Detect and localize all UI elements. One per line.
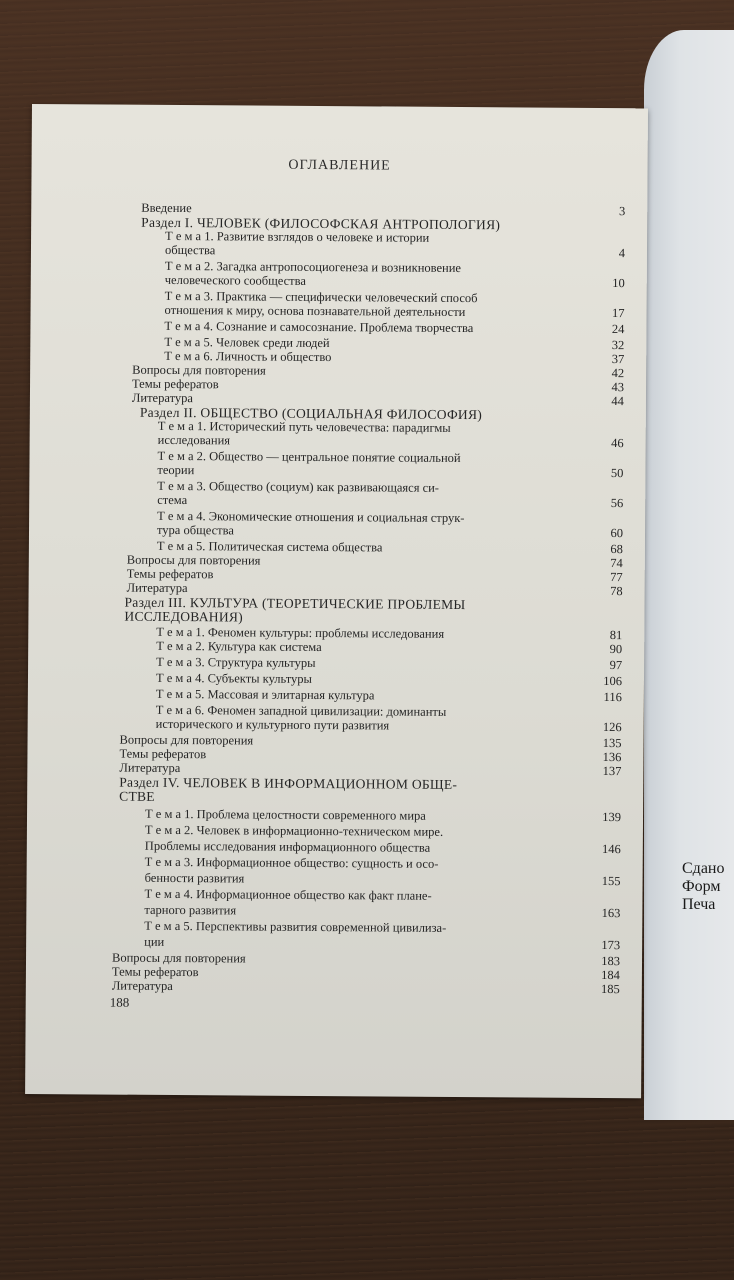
toc-entry-text: Т е м а 5. Политическая система общества (156, 538, 383, 555)
toc-page-number: 32 (611, 338, 625, 353)
adjacent-page (644, 30, 734, 1120)
toc-entry-text: тура общества (156, 522, 234, 538)
toc-page-number: 135 (602, 736, 622, 751)
toc-entry-text: Т е м а 5. Перспективы развития современной цивилиза- (144, 918, 447, 935)
toc-entry-text: Т е м а 6. Личность и общество (164, 348, 332, 365)
toc-entry-text: Т е м а 1. Феномен культуры: проблемы исследования (156, 624, 445, 641)
toc-page-number: 56 (610, 496, 624, 511)
toc-entry-text: Вопросы для повторения (119, 732, 254, 748)
toc-page-number: 137 (602, 764, 622, 779)
toc-entry-text: Т е м а 4. Информационное общество как факт плане- (144, 886, 432, 903)
toc-entry-text: Темы рефератов (126, 566, 214, 582)
toc-page-number: 78 (610, 584, 623, 599)
toc-entry-text: Литература (111, 978, 173, 994)
toc-entry-text: тарного развития (144, 902, 237, 918)
toc-entry-text: бенности развития (144, 870, 245, 886)
toc-entry-text: отношения к миру, основа познавательной деятельности (164, 302, 466, 320)
toc-page-number: 183 (601, 953, 621, 969)
toc-page-number: 50 (610, 466, 624, 481)
adjacent-text-line: Сдано (682, 860, 725, 877)
page-number: 188 (109, 994, 130, 1010)
toc-entry-text: Темы рефератов (119, 746, 207, 762)
toc-page-number: 116 (603, 690, 622, 705)
toc-entry-text: ции (144, 934, 165, 949)
toc-page-number: 97 (609, 658, 623, 673)
toc-page-number: 74 (610, 556, 623, 571)
toc-section-heading: ИССЛЕДОВАНИЯ) (124, 608, 244, 625)
toc-section-heading: СТВЕ (119, 788, 155, 804)
adjacent-page-text (682, 860, 724, 914)
toc-page-number: 42 (611, 366, 625, 381)
toc-entry-text: Т е м а 5. Человек среди людей (164, 334, 330, 351)
toc-entry-text: Введение (141, 200, 192, 216)
toc-entry-text: Проблемы исследования информационного общества (144, 838, 431, 855)
toc-page-number: 173 (601, 937, 621, 953)
toc-page-number: 126 (602, 720, 622, 735)
toc-entry-text: человеческого сообщества (164, 272, 306, 288)
toc-page-number: 3 (618, 204, 626, 219)
toc-page-number: 68 (610, 542, 623, 557)
toc-page-number: 37 (611, 352, 625, 367)
toc-entry-text: Т е м а 5. Массовая и элитарная культура (155, 686, 375, 703)
toc-page-number: 10 (612, 276, 625, 291)
toc-section-heading: Раздел III. КУЛЬТУРА (ТЕОРЕТИЧЕСКИЕ ПРОБЛЕМЫ (124, 594, 466, 613)
toc-entry-text: Т е м а 1. Проблема целостности современного мира (144, 806, 426, 823)
toc-entry-text: Вопросы для повторения (126, 552, 261, 568)
toc-entry-text: Т е м а 2. Человек в информационно-техническом мире. (144, 822, 444, 839)
toc-entry-text: Т е м а 4. Субъекты культуры (155, 670, 313, 686)
toc-entry-text: Вопросы для повторения (132, 362, 266, 378)
toc-entry-text: Т е м а 1. Развитие взглядов о человеке и истории (165, 228, 430, 245)
toc-page-number: 106 (603, 674, 623, 689)
toc-page-number: 4 (618, 246, 626, 261)
toc-entry-text: Т е м а 3. Общество (социум) как развивающаяся си- (157, 478, 440, 495)
book-page (25, 104, 648, 1098)
toc-entry-text: теории (157, 462, 195, 478)
toc-page-number: 44 (611, 394, 624, 409)
toc-entry-text: Т е м а 4. Экономические отношения и социальная струк- (157, 508, 465, 526)
toc-page-number: 24 (611, 322, 625, 337)
toc-page-number: 163 (601, 905, 621, 921)
toc-page-number: 77 (610, 570, 623, 585)
toc-page-number: 155 (601, 873, 621, 889)
toc-section-heading: Раздел I. ЧЕЛОВЕК (ФИЛОСОФСКАЯ АНТРОПОЛОГИЯ) (141, 214, 501, 233)
toc-entry-text: Темы рефератов (111, 964, 199, 980)
toc-page-number: 43 (611, 380, 625, 395)
toc-entry-text: Литература (126, 580, 188, 596)
adjacent-text-line: Печа (682, 896, 716, 913)
toc-entry-text: Т е м а 2. Общество — центральное понятие социальной (157, 448, 461, 466)
toc-page-number: 81 (609, 628, 623, 643)
toc-entry-text: Т е м а 2. Загадка антропосоциогенеза и возникновение (164, 258, 462, 275)
toc-entry-text: Т е м а 4. Сознание и самосознание. Проблема творчества (164, 318, 474, 336)
toc-entry-text: стема (157, 492, 188, 508)
toc-page-number: 17 (612, 306, 625, 321)
toc-entry-text: Литература (119, 760, 181, 776)
toc-entry-text: общества (164, 242, 216, 258)
toc-page-number: 146 (602, 841, 621, 857)
toc-page-number: 185 (601, 981, 620, 997)
toc-section-heading: Раздел II. ОБЩЕСТВО (СОЦИАЛЬНАЯ ФИЛОСОФИЯ) (139, 404, 483, 423)
toc-page-number: 184 (601, 967, 620, 983)
toc-page-number: 90 (609, 642, 623, 657)
toc-page-number: 139 (602, 809, 622, 825)
toc-section-heading: Раздел IV. ЧЕЛОВЕК В ИНФОРМАЦИОННОМ ОБЩЕ- (119, 774, 458, 792)
toc-entry-text: исторического и культурного пути развития (155, 716, 390, 733)
table-of-contents (25, 104, 648, 1098)
toc-entry-text: Т е м а 3. Информационное общество: сущность и осо- (144, 854, 439, 871)
toc-entry-text: исследования (157, 432, 231, 448)
toc-entry-text: Темы рефератов (132, 376, 219, 392)
toc-entry-text: Т е м а 1. Исторический путь человечества: парадигмы (157, 418, 451, 435)
toc-entry-text: Т е м а 3. Структура культуры (156, 654, 316, 670)
page-title: ОГЛАВЛЕНИЕ (288, 157, 391, 174)
toc-page-number: 46 (611, 436, 624, 451)
toc-entry-text: Т е м а 6. Феномен западной цивилизации: доминанты (155, 702, 447, 719)
toc-entry-text: Литература (131, 390, 193, 406)
toc-page-number: 60 (610, 526, 624, 541)
toc-entry-text: Т е м а 2. Культура как система (156, 638, 322, 655)
toc-page-number: 136 (602, 750, 622, 765)
toc-entry-text: Т е м а 3. Практика — специфически человеческий способ (164, 288, 478, 306)
adjacent-text-line: Форм (682, 878, 721, 895)
toc-entry-text: Вопросы для повторения (111, 950, 246, 966)
